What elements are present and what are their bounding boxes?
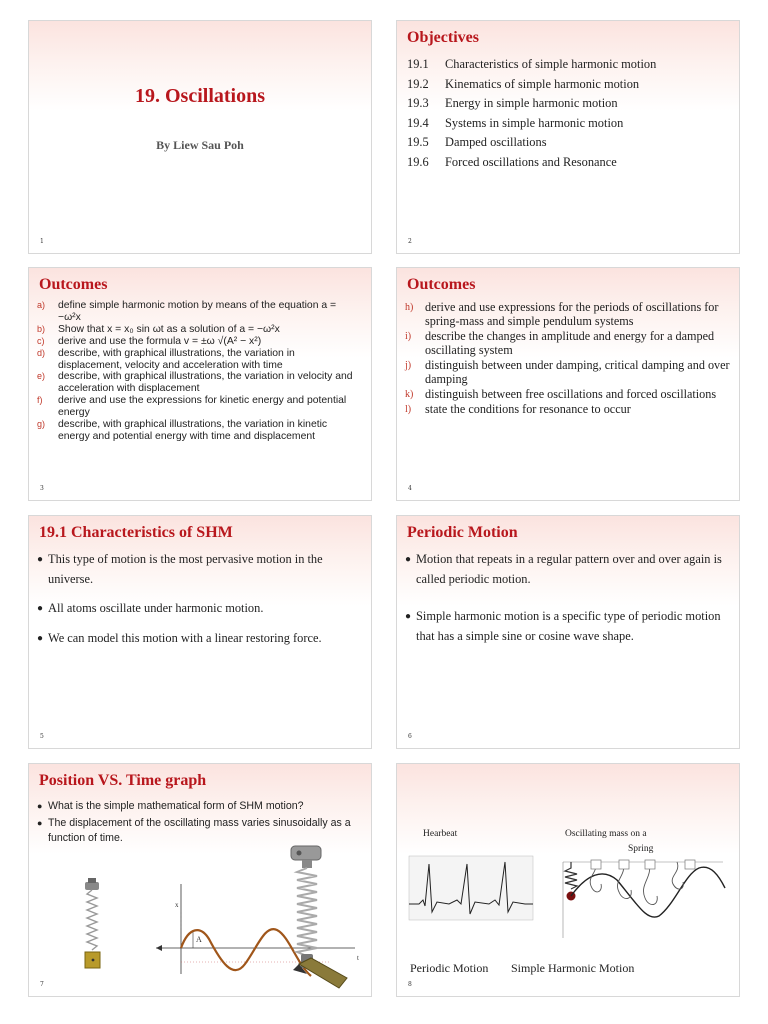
- item-number: 19.4: [407, 115, 429, 130]
- heartbeat-label: Hearbeat: [423, 829, 458, 839]
- slide-number: 2: [408, 238, 412, 245]
- slide-7: [28, 763, 372, 997]
- slide-number: 3: [40, 485, 44, 492]
- item-marker: d): [37, 347, 46, 358]
- item-text: derive and use expressions for the periods of oscillations for spring-mass and simple pendulum systems: [425, 300, 719, 328]
- bullet-icon: ●: [37, 817, 43, 828]
- bullet-icon: ●: [37, 801, 43, 811]
- item-text: describe, with graphical illustrations, the variation in kinetic energy and potential energy with time and displacement: [58, 419, 328, 442]
- item-number: 19.3: [407, 96, 429, 110]
- list-item: [37, 324, 361, 336]
- item-marker: b): [37, 323, 46, 334]
- item-text: distinguish between free oscillations and forced oscillations: [425, 386, 717, 401]
- item-text: We can model this motion with a linear restoring force.: [48, 630, 322, 645]
- list-item: [405, 301, 731, 328]
- amplitude-label: A: [196, 935, 202, 944]
- slide-number: 8: [408, 981, 412, 988]
- spring-label-line1: Oscillating mass on a: [565, 829, 647, 839]
- list-item: [405, 550, 731, 589]
- item-text: derive and use the expressions for kinetic energy and potential energy: [58, 395, 347, 419]
- outcomes-list: [405, 301, 731, 419]
- large-spring-icon: [291, 846, 321, 968]
- list-item: [407, 133, 731, 153]
- list-item: [405, 330, 731, 357]
- item-text: The displacement of the oscillating mass varies sinusoidally as a function of time.: [48, 816, 351, 844]
- item-text: state the conditions for resonance to occur: [425, 402, 631, 417]
- slide-number: 7: [40, 981, 44, 988]
- list-item: [37, 395, 361, 419]
- bullet-icon: ●: [37, 632, 44, 644]
- item-text: Systems in simple harmonic motion: [445, 115, 624, 130]
- item-text: describe, with graphical illustrations, the variation in velocity and acceleration with displacement: [58, 371, 353, 395]
- bullet-list: [37, 550, 363, 658]
- slide-title: Periodic Motion: [407, 524, 518, 541]
- slide-title: Objectives: [407, 29, 479, 46]
- list-item: [407, 94, 731, 114]
- list-item: [407, 114, 731, 134]
- slide-title: 19.1 Characteristics of SHM: [39, 524, 233, 541]
- list-item: [407, 153, 731, 173]
- slide-title: Position VS. Time graph: [39, 772, 207, 789]
- small-spring-icon: [85, 878, 100, 968]
- item-marker: k): [405, 388, 414, 400]
- list-item: [37, 629, 363, 649]
- item-marker: i): [405, 330, 412, 342]
- item-text: Kinematics of simple harmonic motion: [445, 76, 640, 91]
- item-text: describe, with graphical illustrations, the variation in displacement, velocity and acceleration with time: [58, 347, 295, 371]
- item-marker: l): [405, 404, 412, 416]
- item-text: Damped oscillations: [445, 135, 547, 149]
- item-text: Characteristics of simple harmonic motion: [445, 57, 657, 71]
- item-number: 19.1: [407, 57, 429, 71]
- bullet-icon: ●: [405, 611, 412, 622]
- list-item: [37, 599, 363, 619]
- slide-number: 5: [40, 733, 44, 740]
- item-marker: h): [405, 302, 414, 313]
- caption-periodic-motion: Periodic Motion: [410, 961, 489, 975]
- bullet-list: [405, 550, 731, 664]
- pen-icon: [293, 958, 347, 988]
- item-text: distinguish between under damping, critical damping and over damping: [425, 357, 730, 386]
- list-item: [37, 371, 361, 395]
- list-item: [407, 75, 731, 95]
- heartbeat-graph: [409, 856, 533, 920]
- list-item: [37, 336, 361, 348]
- spring-label-line2: Spring: [628, 844, 654, 854]
- outcomes-list: [37, 300, 361, 443]
- item-text: What is the simple mathematical form of SHM motion?: [48, 800, 304, 812]
- item-text: define simple harmonic motion by means of the equation a = −ω²x: [58, 300, 337, 323]
- graph-axes: [156, 884, 355, 974]
- bullet-icon: ●: [37, 554, 44, 565]
- list-item: [37, 348, 361, 372]
- bullet-icon: ●: [405, 554, 412, 565]
- slide-title: Outcomes: [39, 276, 108, 293]
- item-text: Motion that repeats in a regular pattern over and over again is called periodic motion.: [416, 552, 722, 586]
- author: By Liew Sau Poh: [156, 138, 244, 152]
- item-text: describe the changes in amplitude and energy for a damped oscillating system: [425, 328, 715, 357]
- axis-label-x: x: [175, 901, 179, 909]
- list-item: [405, 359, 731, 386]
- item-number: 19.6: [407, 154, 429, 169]
- slide-number: 4: [408, 485, 412, 492]
- item-marker: a): [37, 300, 46, 310]
- item-text: Show that x = x₀ sin ωt as a solution of a = −ω²x: [58, 323, 280, 335]
- item-marker: g): [37, 419, 46, 430]
- list-item: [37, 300, 361, 324]
- slide-4: [396, 267, 740, 501]
- item-text: Simple harmonic motion is a specific type of periodic motion that has a simple sine or cosine wave shape.: [416, 609, 721, 643]
- item-text: This type of motion is the most pervasive motion in the universe.: [48, 552, 323, 586]
- item-number: 19.2: [407, 76, 429, 91]
- item-number: 19.5: [407, 135, 429, 149]
- item-marker: f): [37, 395, 43, 406]
- item-marker: e): [37, 371, 46, 382]
- slide-6: [396, 515, 740, 749]
- shm-illustration: [29, 764, 372, 997]
- item-marker: c): [37, 335, 45, 346]
- bullet-icon: ●: [37, 603, 44, 614]
- item-text: derive and use the formula v = ±ω √(A² − x²): [58, 335, 262, 347]
- list-item: [405, 388, 731, 402]
- list-item: [407, 55, 731, 75]
- axis-label-t: t: [357, 954, 359, 962]
- slide-title: 19. Oscillations: [134, 85, 265, 107]
- spring-wave-graph: [563, 860, 725, 938]
- slide-1: [28, 20, 372, 254]
- slide-number: 1: [40, 238, 44, 245]
- item-text: Energy in simple harmonic motion: [445, 96, 618, 110]
- slide-8: [396, 763, 740, 997]
- objectives-list: [407, 55, 731, 172]
- slide-5: [28, 515, 372, 749]
- list-item: [37, 550, 363, 589]
- slide-2: [396, 20, 740, 254]
- item-text: All atoms oscillate under harmonic motion.: [48, 601, 264, 615]
- slide-number: 6: [408, 733, 412, 740]
- caption-shm: Simple Harmonic Motion: [511, 961, 635, 975]
- slide-3: [28, 267, 372, 501]
- item-text: Forced oscillations and Resonance: [445, 154, 617, 169]
- list-item: [37, 419, 361, 443]
- slide-title: Outcomes: [407, 276, 476, 293]
- list-item: [405, 607, 731, 646]
- item-marker: j): [405, 359, 412, 371]
- list-item: [405, 403, 731, 417]
